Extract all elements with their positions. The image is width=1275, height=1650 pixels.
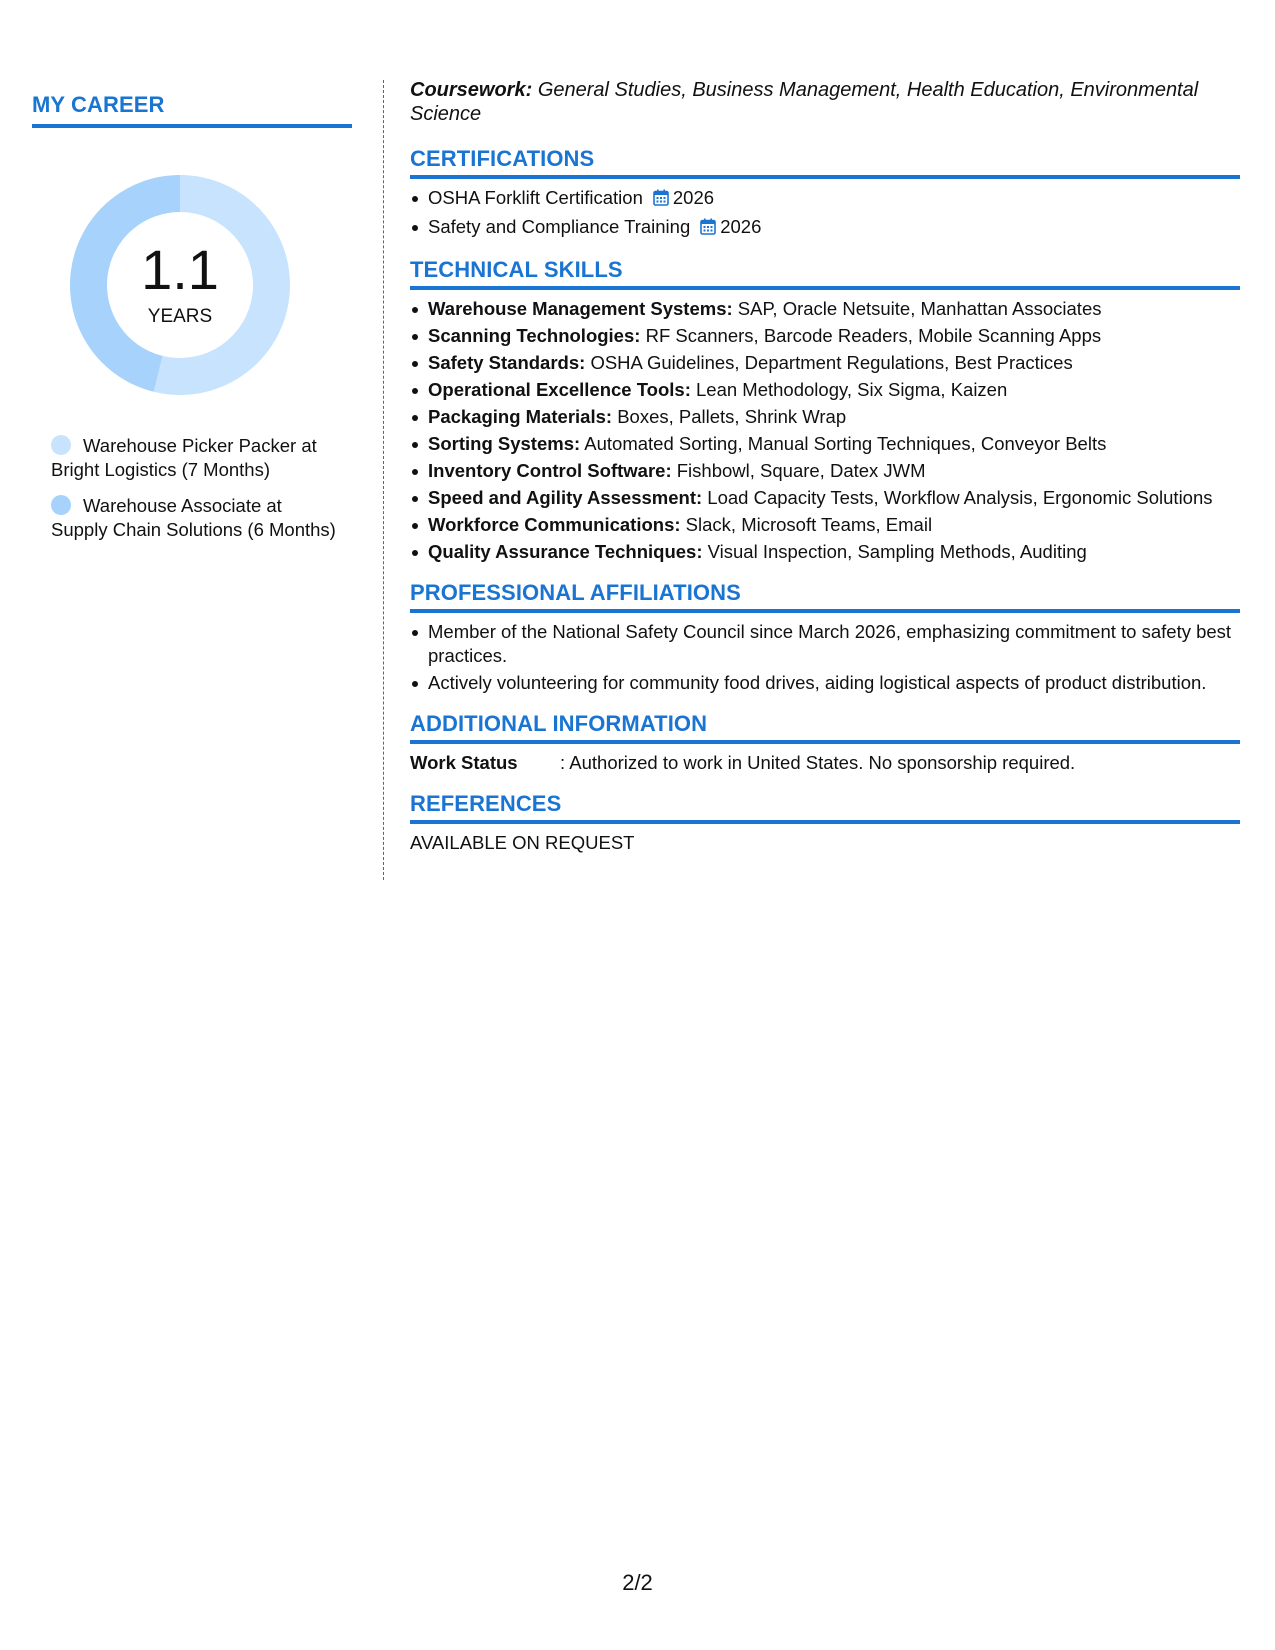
certification-name: OSHA Forklift Certification xyxy=(428,187,643,208)
skill-item xyxy=(428,459,1240,483)
skill-value: OSHA Guidelines, Department Regulations, Best Practices xyxy=(590,352,1073,373)
skill-value: Visual Inspection, Sampling Methods, Auditing xyxy=(707,541,1087,562)
calendar-icon xyxy=(653,188,669,212)
skills-section xyxy=(410,257,1240,564)
additional-info-section xyxy=(410,711,1240,775)
skill-item xyxy=(428,351,1240,375)
column-divider xyxy=(383,80,384,880)
work-status-key: Work Status xyxy=(410,752,518,773)
coursework-label: Coursework: xyxy=(410,79,533,101)
main-content xyxy=(410,78,1240,871)
career-total-value: 1.1 xyxy=(141,238,219,301)
skill-key: Packaging Materials: xyxy=(428,406,613,427)
work-status-row xyxy=(410,751,1240,775)
coursework-text: General Studies, Business Management, Health Education, Environmental Science xyxy=(410,79,1199,125)
legend-item xyxy=(51,494,341,542)
career-title: MY CAREER xyxy=(32,92,352,128)
skill-key: Speed and Agility Assessment: xyxy=(428,487,703,508)
career-donut-chart xyxy=(65,170,295,400)
affiliations-section xyxy=(410,580,1240,695)
skills-title: TECHNICAL SKILLS xyxy=(410,257,1240,290)
page-number: 2/2 xyxy=(622,1570,653,1595)
skill-key: Safety Standards: xyxy=(428,352,586,373)
affiliation-item: Member of the National Safety Council since March 2026, emphasizing commitment to safety best practices. xyxy=(428,620,1240,668)
certification-name: Safety and Compliance Training xyxy=(428,216,691,237)
certifications-section xyxy=(410,146,1240,241)
skills-list xyxy=(410,297,1240,564)
skill-key: Scanning Technologies: xyxy=(428,325,641,346)
skill-key: Sorting Systems: xyxy=(428,433,581,454)
skill-item xyxy=(428,513,1240,537)
legend-dot-icon xyxy=(51,435,71,455)
skill-item xyxy=(428,432,1240,456)
skill-value: Lean Methodology, Six Sigma, Kaizen xyxy=(696,379,1008,400)
affiliation-item: Actively volunteering for community food drives, aiding logistical aspects of product distribution. xyxy=(428,671,1240,695)
skill-item xyxy=(428,297,1240,321)
legend-label: Warehouse Associate at Supply Chain Solutions (6 Months) xyxy=(51,495,336,540)
certification-item xyxy=(428,186,1240,212)
calendar-icon xyxy=(700,217,716,241)
skill-value: Automated Sorting, Manual Sorting Techniques, Conveyor Belts xyxy=(584,433,1107,454)
skill-item xyxy=(428,405,1240,429)
skill-item xyxy=(428,378,1240,402)
career-legend xyxy=(51,434,341,542)
skill-item xyxy=(428,540,1240,564)
coursework xyxy=(410,78,1240,126)
skill-key: Inventory Control Software: xyxy=(428,460,672,481)
certifications-list xyxy=(410,186,1240,241)
skill-value: SAP, Oracle Netsuite, Manhattan Associates xyxy=(737,298,1102,319)
references-section xyxy=(410,791,1240,855)
legend-item xyxy=(51,434,341,482)
certification-year: 2026 xyxy=(720,216,762,237)
career-sidebar xyxy=(32,92,352,554)
legend-label: Warehouse Picker Packer at Bright Logistics (7 Months) xyxy=(51,435,317,480)
certification-year: 2026 xyxy=(672,187,715,208)
additional-info-title: ADDITIONAL INFORMATION xyxy=(410,711,1240,744)
skill-key: Warehouse Management Systems: xyxy=(428,298,733,319)
references-title: REFERENCES xyxy=(410,791,1240,824)
certification-item xyxy=(428,215,1240,241)
skill-value: RF Scanners, Barcode Readers, Mobile Scanning Apps xyxy=(645,325,1102,346)
affiliations-list xyxy=(410,620,1240,695)
career-total-unit: YEARS xyxy=(147,306,213,327)
references-text: AVAILABLE ON REQUEST xyxy=(410,832,635,853)
skill-value: Boxes, Pallets, Shrink Wrap xyxy=(617,406,847,427)
skill-key: Operational Excellence Tools: xyxy=(428,379,691,400)
skill-key: Workforce Communications: xyxy=(428,514,681,535)
skill-value: Slack, Microsoft Teams, Email xyxy=(685,514,933,535)
skill-item xyxy=(428,486,1240,510)
skill-item xyxy=(428,324,1240,348)
skill-value: Fishbowl, Square, Datex JWM xyxy=(676,460,926,481)
skill-value: Load Capacity Tests, Workflow Analysis, Ergonomic Solutions xyxy=(707,487,1213,508)
skill-key: Quality Assurance Techniques: xyxy=(428,541,703,562)
legend-dot-icon xyxy=(51,495,71,515)
work-status-value: : Authorized to work in United States. No sponsorship required. xyxy=(560,752,1076,773)
affiliations-title: PROFESSIONAL AFFILIATIONS xyxy=(410,580,1240,613)
certifications-title: CERTIFICATIONS xyxy=(410,146,1240,179)
